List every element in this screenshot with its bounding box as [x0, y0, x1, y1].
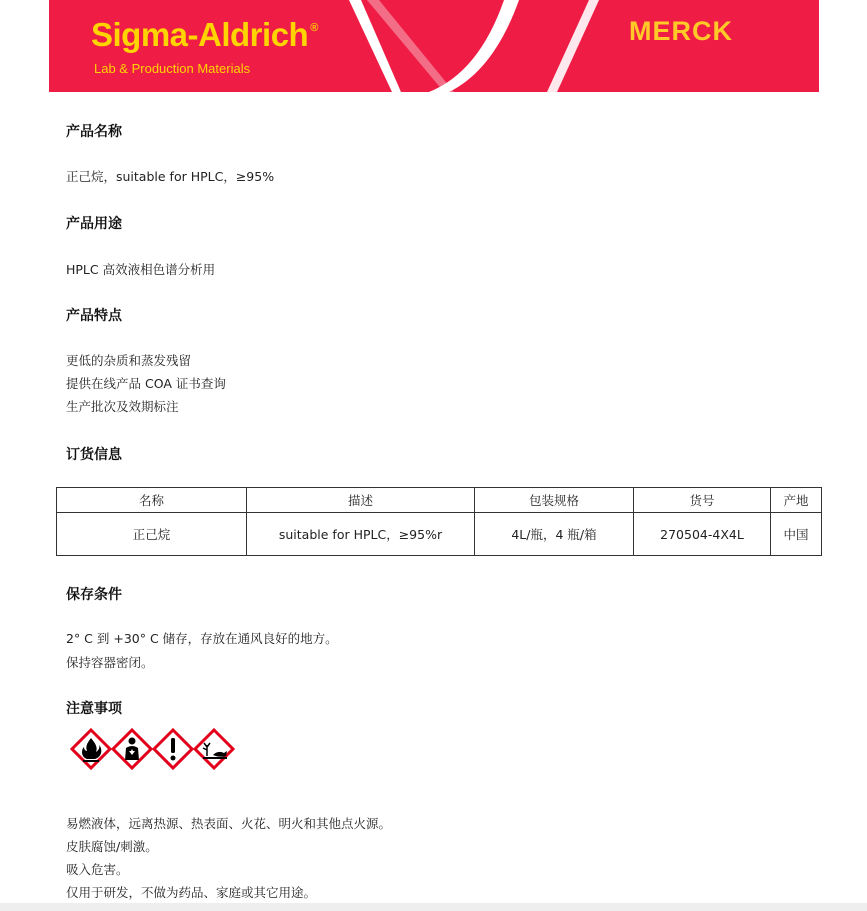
- table-header-row: [57, 488, 822, 513]
- caution-line: 仅用于研发，不做为药品、家庭或其它用途。: [66, 885, 317, 900]
- feature-line: 提供在线产品 COA 证书查询: [66, 376, 226, 391]
- column-header-name: 名称: [57, 488, 247, 513]
- product-name-line: 正己烷，suitable for HPLC，≥95%: [66, 169, 275, 184]
- section-heading-features: 产品特点: [66, 308, 122, 324]
- page-bottom-divider: [0, 903, 867, 911]
- merck-logo: MERCK: [629, 16, 733, 46]
- order-table: [56, 487, 822, 556]
- feature-line: 生产批次及效期标注: [66, 399, 179, 414]
- table-row: [57, 513, 822, 556]
- health-hazard-icon: [113, 730, 151, 768]
- cell-catalog-number: 270504-4X4L: [634, 513, 771, 556]
- storage-line: 保持容器密闭。: [66, 655, 154, 670]
- section-heading-use: 产品用途: [66, 216, 122, 232]
- brand-logo-text: Sigma-Aldrich ®: [91, 16, 318, 53]
- cell-name: 正己烷: [57, 513, 247, 556]
- environment-icon: [195, 730, 233, 768]
- column-header-package: 包装规格: [475, 488, 634, 513]
- section-heading-storage: 保存条件: [66, 587, 122, 603]
- exclamation-icon: [154, 730, 192, 768]
- section-heading-caution: 注意事项: [66, 701, 122, 717]
- flame-icon: [72, 730, 110, 768]
- column-header-origin: 产地: [771, 488, 822, 513]
- storage-line: 2° C 到 +30° C 储存，存放在通风良好的地方。: [66, 631, 338, 646]
- cell-description: suitable for HPLC，≥95%r: [247, 513, 475, 556]
- section-heading-order: 订货信息: [66, 447, 122, 463]
- column-header-description: 描述: [247, 488, 475, 513]
- column-header-catalog-number: 货号: [634, 488, 771, 513]
- cell-package: 4L/瓶，4 瓶/箱: [475, 513, 634, 556]
- header-banner: [49, 0, 819, 92]
- cell-origin: 中国: [771, 513, 822, 556]
- hazard-pictograms: [70, 728, 235, 780]
- feature-line: 更低的杂质和蒸发残留: [66, 353, 192, 368]
- caution-line: 皮肤腐蚀/刺激。: [66, 839, 158, 854]
- caution-line: 吸入危害。: [66, 862, 129, 877]
- caution-line: 易燃液体，远离热源、热表面、火花、明火和其他点火源。: [66, 816, 392, 831]
- product-use-line: HPLC 高效液相色谱分析用: [66, 262, 216, 277]
- section-heading-name: 产品名称: [66, 124, 122, 140]
- brand-subtitle: Lab & Production Materials: [94, 61, 251, 76]
